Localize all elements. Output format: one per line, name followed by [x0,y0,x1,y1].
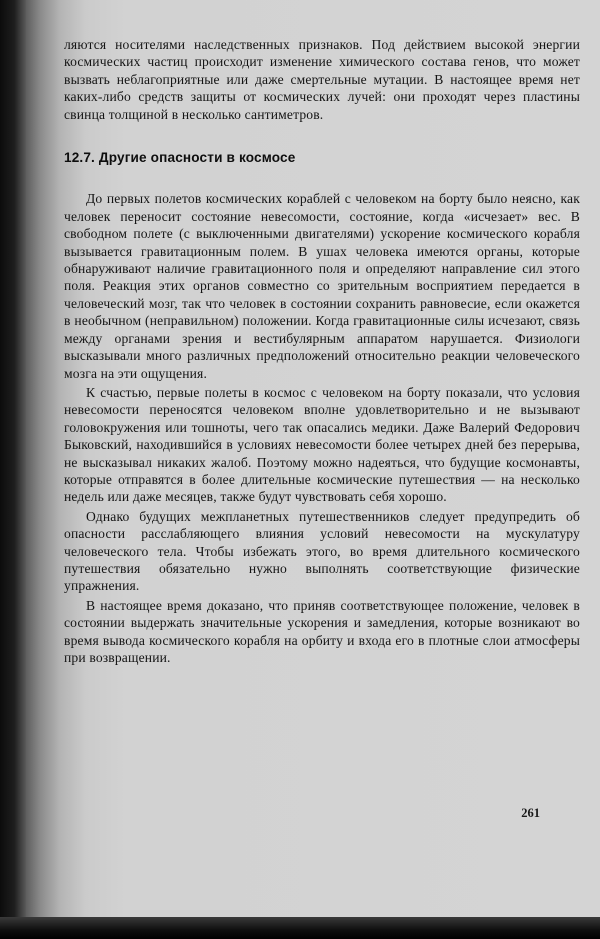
page-body [64,36,580,666]
paragraph-weightlessness-unknown: До первых полетов космических кораблей с человеком на борту было неясно, как человек переносит состояние невесомости, состояние, когда «исчезает» вес. В свободном полете (с выключенными двигателями) ускорение космического корабля вызывается гравитационным полем. В ушах человека имеются органы, которые обнаруживают наличие гравитационного поля и определяют направление сил этого поля. Реакция этих органов совместно со зрительным восприятием передается в человеческий мозг, так что человек в состоянии сохранить равновесие, если окажется в необычном (неправильном) положении. Когда гравитационные силы исчезают, связь между органами зрения и вестибулярным аппаратом нарушается. Физиологи высказывали много различных предположений относительно реакции человеческого мозга на эти ощущения. [64,191,580,381]
section-heading: 12.7. Другие опасности в космосе [64,150,296,166]
scan-binding-shadow [0,0,26,939]
page-number: 261 [521,806,540,820]
scan-bottom-shadow [0,917,600,939]
paragraph-first-flights: К счастью, первые полеты в космос с человеком на борту показали, что условия невесомости переносятся человеком вполне удовлетворительно и не вызывают головокружения или тошноты, чего так опасались медики. Даже Валерий Федорович Быковский, находившийся в условиях невесомости более четырех дней без перерыва, не высказывал никаких жалоб. Поэтому можно надеяться, что будущие космонавты, которые отправятся в более длительные космические путешествия — на несколько недель или даже месяцев, также будут чувствовать себя хорошо. [64,384,580,505]
book-page [26,0,600,917]
paragraph-acceleration: В настоящее время доказано, что приняв соответствующее положение, человек в состоянии выдержать значительные ускорения и замедления, которые возникают во время вывода космического корабля на орбиту и входа его в плотные слои атмосферы при возвращении. [64,597,580,665]
opening-paragraph: ляются носителями наследственных признаков. Под действием высокой энергии космических частиц происходит изменение химического состава генов, что может вызвать неблагоприятные или даже смертельные мутации. В настоящее время нет каких-либо средств защиты от космических лучей: они проходят через пластины свинца толщиной в несколько сантиметров. [64,37,580,122]
paragraph-muscle-warning: Однако будущих межпланетных путешественников следует предупредить об опасности расслабляющего влияния условий невесомости на мускулатуру человеческого тела. Чтобы избежать этого, во время длительного космического путешествия обязательно нужно выполнять соответствующие физические упражнения. [64,508,580,594]
